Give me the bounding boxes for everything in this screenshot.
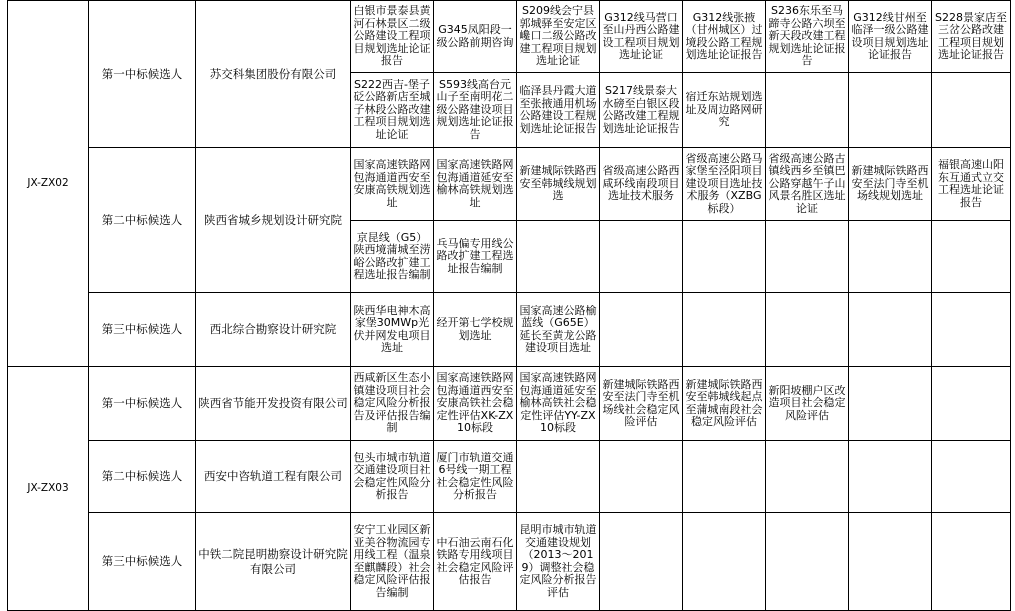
- project-cell: [351, 441, 434, 513]
- project-cell: [683, 73, 766, 148]
- table-row: [8, 441, 1011, 513]
- project-name: 安宁工业园区新亚美谷物流园专用线工程（温泉至麒麟段）社会稳定风险评估报告编制: [353, 524, 431, 599]
- candidate-company: 陕西省城乡规划设计研究院: [196, 148, 351, 293]
- project-cell: [849, 1, 932, 73]
- project-cell: [766, 73, 849, 148]
- project-name: 省级高速公路西咸环线南段项目选址技术服务: [602, 165, 680, 203]
- project-cell: [683, 367, 766, 441]
- project-cell: [517, 148, 600, 221]
- project-cell: [351, 148, 434, 221]
- project-cell: [434, 221, 517, 293]
- project-name: 西咸新区生态小镇建设项目社会稳定风险分析报告及评估报告编制: [353, 372, 431, 435]
- candidate-rank: 第三中标候选人: [89, 513, 196, 611]
- project-name: 经开第七学校规划选址: [436, 317, 514, 342]
- project-name: 新建城际铁路西安至法门寺至机场线规划选址: [851, 165, 929, 203]
- project-cell: [351, 221, 434, 293]
- project-cell: [351, 293, 434, 367]
- project-cell: [434, 513, 517, 611]
- candidate-company: 中铁二院昆明勘察设计研究院有限公司: [196, 513, 351, 611]
- project-cell: [683, 293, 766, 367]
- project-cell: [600, 1, 683, 73]
- project-cell: [434, 1, 517, 73]
- project-cell: [434, 293, 517, 367]
- section-code: JX-ZX03: [8, 367, 89, 611]
- project-cell: [766, 293, 849, 367]
- project-name: G312线马营口至山丹西公路建设工程项目规划选址论证: [602, 11, 680, 61]
- project-cell: [849, 441, 932, 513]
- project-name: 国家高速铁路网包海通道延安至榆林高铁社会稳定性评估YY-ZX10标段: [519, 372, 597, 435]
- project-cell: [849, 148, 932, 221]
- candidate-rank: 第三中标候选人: [89, 293, 196, 367]
- project-name: 陕西华电神木高家堡30MWp光伏并网发电项目选址: [353, 304, 431, 354]
- project-name: 宿迁东站规划选址及周边路网研究: [685, 91, 763, 129]
- project-cell: [517, 513, 600, 611]
- project-cell: [683, 441, 766, 513]
- table-row: [8, 148, 1011, 221]
- project-name: S217线景泰大水磅至白银区段公路改建工程规划选址论证报告: [602, 85, 680, 135]
- project-cell: [932, 73, 1011, 148]
- project-cell: [517, 441, 600, 513]
- project-cell: [434, 367, 517, 441]
- project-cell: [766, 441, 849, 513]
- project-cell: [932, 293, 1011, 367]
- project-name: 国家高速公路榆蓝线（G65E）延长至黄龙公路建设项目选址: [519, 304, 597, 354]
- project-cell: [683, 513, 766, 611]
- project-cell: [600, 513, 683, 611]
- project-cell: [932, 367, 1011, 441]
- project-name: 包头市城市轨道交通建设项目社会稳定性风险分析报告: [353, 451, 431, 501]
- candidate-rank: 第一中标候选人: [89, 367, 196, 441]
- candidate-company: 陕西省节能开发投资有限公司: [196, 367, 351, 441]
- project-name: 国家高速铁路网包海通道西安至安康高铁规划选址: [353, 159, 431, 209]
- project-cell: [517, 293, 600, 367]
- project-cell: [517, 73, 600, 148]
- project-name: 京昆线（G5）陕西境蒲城至涝峪公路改扩建工程选址报告编制: [353, 231, 431, 281]
- candidate-company: 西安中咨轨道工程有限公司: [196, 441, 351, 513]
- project-cell: [766, 1, 849, 73]
- table-body: [8, 1, 1011, 611]
- candidate-company: 苏交科集团股份有限公司: [196, 1, 351, 148]
- table-row: [8, 367, 1011, 441]
- project-cell: [683, 148, 766, 221]
- project-cell: [932, 441, 1011, 513]
- project-name: 省级高速公路古镇线西乡至镇巴公路穿越午子山风景名胜区选址论证: [768, 152, 846, 215]
- project-cell: [351, 73, 434, 148]
- project-cell: [517, 1, 600, 73]
- project-cell: [849, 73, 932, 148]
- project-name: 厦门市轨道交通6号线一期工程社会稳定性风险分析报告: [436, 451, 514, 501]
- candidate-rank: 第二中标候选人: [89, 148, 196, 293]
- project-cell: [351, 1, 434, 73]
- project-cell: [849, 513, 932, 611]
- project-cell: [932, 1, 1011, 73]
- project-cell: [766, 148, 849, 221]
- project-cell: [932, 221, 1011, 293]
- project-name: 昆明市城市轨道交通建设规划（2013～2019）调整社会稳定风险分析报告评估: [519, 524, 597, 599]
- candidate-company: 西北综合勘察设计研究院: [196, 293, 351, 367]
- project-name: 中石油云南石化铁路专用线项目社会稳定风险评估报告: [436, 536, 514, 586]
- project-cell: [351, 513, 434, 611]
- project-cell: [849, 367, 932, 441]
- project-cell: [600, 148, 683, 221]
- project-cell: [434, 73, 517, 148]
- project-name: 临泽县丹霞大道至张掖通用机场公路建设工程规划选址论证报告: [519, 85, 597, 135]
- project-name: 白银市景泰县黄河石林景区二级公路建设工程项目规划选址论证报告: [353, 5, 431, 68]
- project-name: G312线甘州至临泽一级公路建设项目规划选址论证报告: [851, 11, 929, 61]
- project-cell: [600, 293, 683, 367]
- project-cell: [434, 441, 517, 513]
- project-cell: [600, 441, 683, 513]
- candidate-rank: 第一中标候选人: [89, 1, 196, 148]
- project-cell: [849, 293, 932, 367]
- table-row: [8, 513, 1011, 611]
- project-cell: [766, 221, 849, 293]
- project-name: 福银高速山阳东互通式立交工程选址论证报告: [938, 159, 1004, 209]
- table-row: [8, 293, 1011, 367]
- project-name: 新建城际铁路西安至法门寺至机场线社会稳定风险评估: [602, 378, 680, 428]
- project-name: S593线高台元山子至南明花二级公路建设项目规划选址论证报告: [436, 78, 514, 141]
- project-cell: [351, 367, 434, 441]
- project-name: S222西吉-堡子砭公路新店至城子林段公路改建工程项目规划选址论证: [353, 78, 431, 141]
- project-cell: [932, 148, 1011, 221]
- project-name: 新建城际铁路西安至韩城线规划选: [519, 165, 597, 203]
- project-name: 新建城际铁路西安至韩城线起点至蒲城南段社会稳定风险评估: [685, 378, 763, 428]
- bid-candidates-table: [7, 0, 1011, 611]
- project-cell: [600, 367, 683, 441]
- project-name: S228景家店至三岔公路改建工程项目规划选址论证报告: [935, 11, 1007, 61]
- project-name: 乓马偏专用线公路改扩建工程选址报告编制: [436, 237, 514, 275]
- project-name: G312线张掖（甘州城区）过境段公路工程规划选址论证报告: [685, 11, 763, 61]
- project-cell: [517, 221, 600, 293]
- project-cell: [849, 221, 932, 293]
- project-name: S236东乐至马蹄寺公路六坝至新天段改建工程规划选址论证报告: [768, 5, 846, 68]
- project-cell: [766, 513, 849, 611]
- project-name: 省级高速公路马家堡至泾阳项目建设项目选址技术服务（XZBG标段）: [685, 152, 763, 215]
- project-cell: [434, 148, 517, 221]
- project-name: 新阳坡棚户区改造项目社会稳定风险评估: [768, 384, 846, 422]
- project-name: 国家高速铁路网包海通道延安至榆林高铁规划选址: [436, 159, 514, 209]
- project-name: 国家高速铁路网包海通道西安至安康高铁社会稳定性评估XK-ZX10标段: [436, 372, 514, 435]
- candidate-rank: 第二中标候选人: [89, 441, 196, 513]
- project-cell: [600, 73, 683, 148]
- project-cell: [600, 221, 683, 293]
- project-cell: [932, 513, 1011, 611]
- project-name: G345凤阳段一级公路前期咨询: [436, 24, 514, 49]
- project-name: S209线会宁县郭城驿至安定区巉口二级公路改建工程项目规划选址论证: [519, 5, 597, 68]
- project-cell: [517, 367, 600, 441]
- table-row: [8, 1, 1011, 73]
- project-cell: [683, 221, 766, 293]
- section-code: JX-ZX02: [8, 1, 89, 367]
- project-cell: [766, 367, 849, 441]
- project-cell: [683, 1, 766, 73]
